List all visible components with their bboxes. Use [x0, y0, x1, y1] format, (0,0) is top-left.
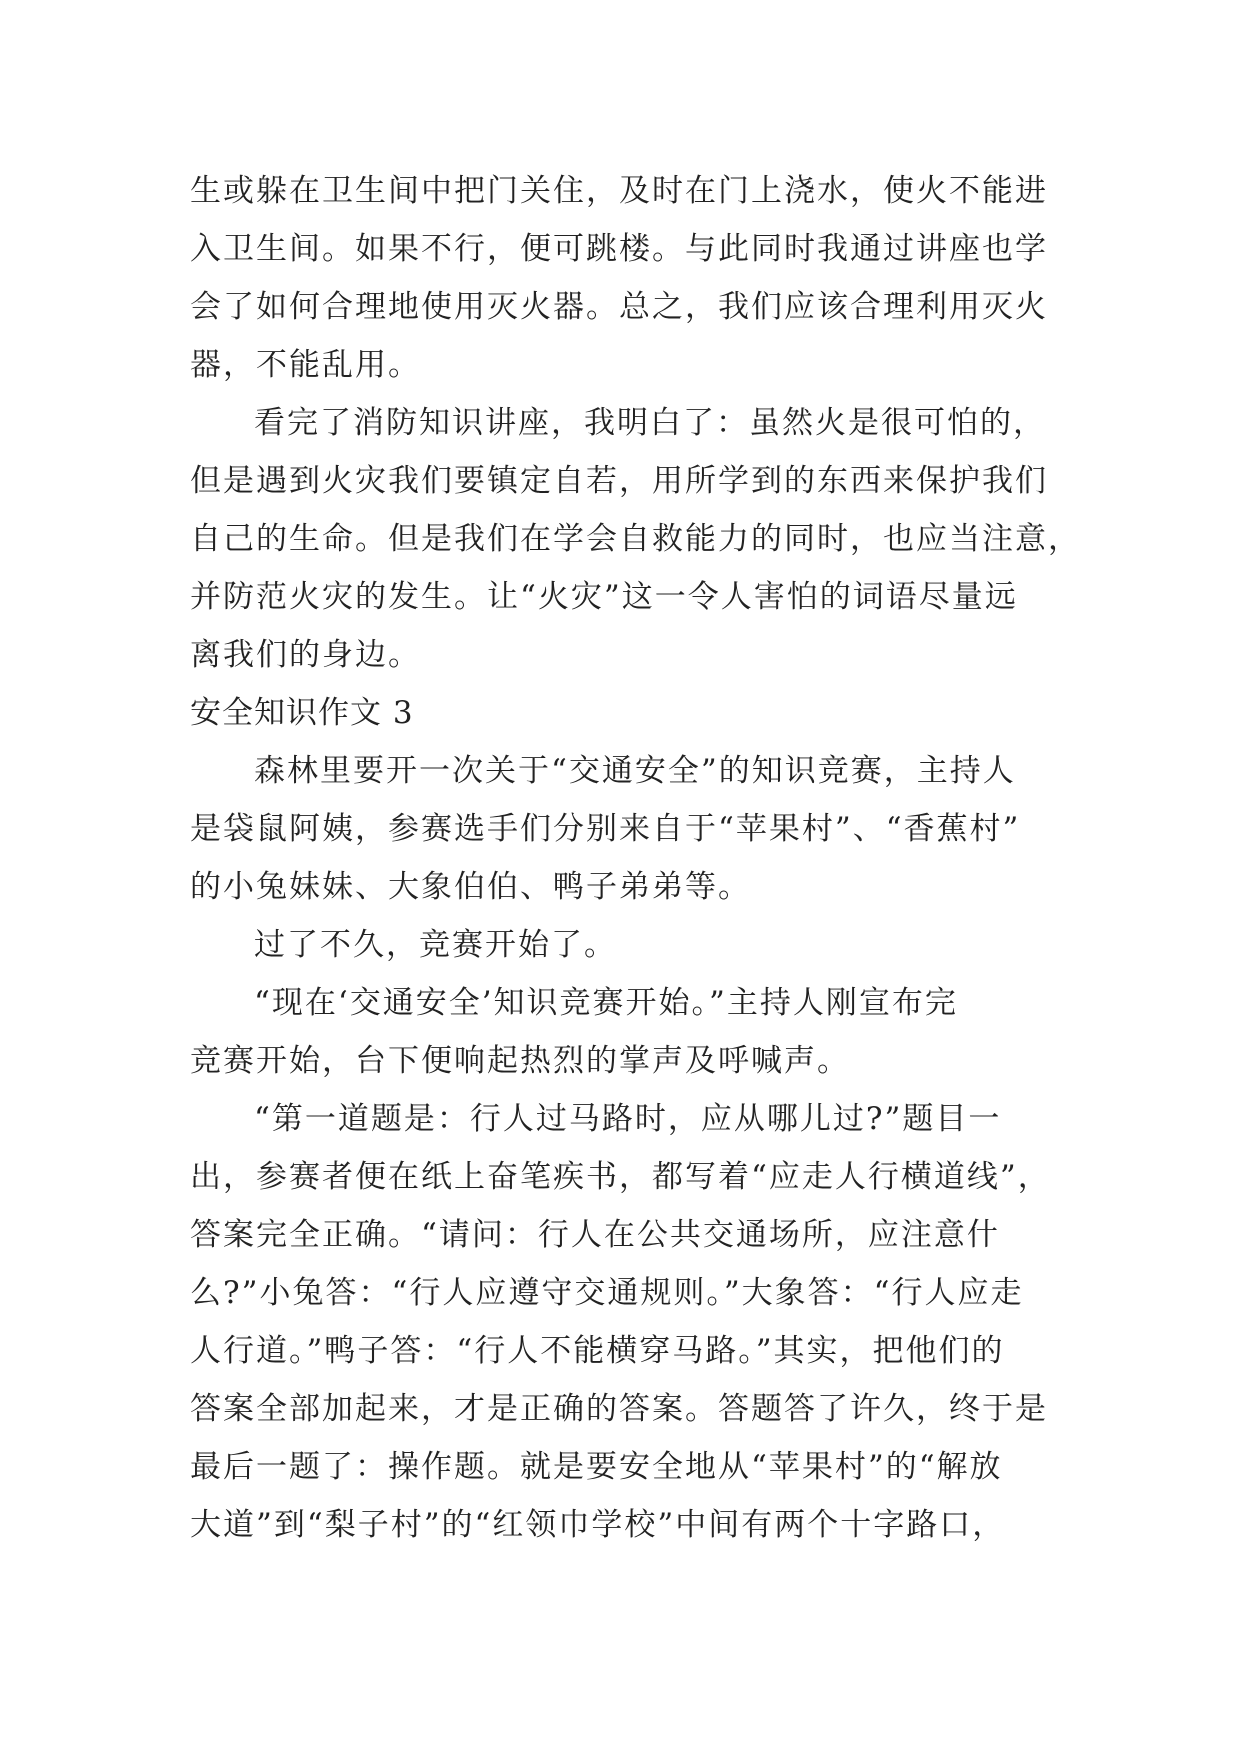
text-line: 入卫生间。如果不行，便可跳楼。与此同时我通过讲座也学: [190, 231, 1048, 267]
text-line: 么?”小兔答：“行人应遵守交通规则。”大象答：“行人应走: [190, 1275, 1024, 1311]
text-line: 森林里要开一次关于“交通安全”的知识竞赛，主持人: [254, 753, 1016, 789]
text-line: 自己的生命。但是我们在学会自救能力的同时，也应当注意，: [190, 521, 1081, 557]
section-heading: 安全知识作文 3: [190, 695, 414, 731]
essay-body: [190, 162, 1081, 1554]
text-line: 是袋鼠阿姨，参赛选手们分别来自于“苹果村”、“香蕉村”: [190, 811, 1021, 847]
text-line: 最后一题了：操作题。就是要安全地从“苹果村”的“解放: [190, 1449, 1003, 1485]
text-line: 的小兔妹妹、大象伯伯、鸭子弟弟等。: [190, 869, 751, 905]
text-line: 人行道。”鸭子答：“行人不能横穿马路。”其实，把他们的: [190, 1333, 1005, 1369]
text-line: 答案完全正确。“请问：行人在公共交通场所，应注意什: [190, 1217, 1000, 1253]
text-line: 离我们的身边。: [190, 637, 421, 673]
text-line: 竞赛开始，台下便响起热烈的掌声及呼喊声。: [190, 1043, 850, 1079]
text-line: 并防范火灾的发生。让“火灾”这一令人害怕的词语尽量远: [190, 579, 1018, 615]
text-line: 出，参赛者便在纸上奋笔疾书，都写着“应走人行横道线”，: [190, 1159, 1051, 1195]
text-line: 会了如何合理地使用灭火器。总之，我们应该合理利用灭火: [190, 289, 1048, 325]
text-line: 看完了消防知识讲座，我明白了：虽然火是很可怕的，: [254, 405, 1046, 441]
text-line: 答案全部加起来，才是正确的答案。答题答了许久，终于是: [190, 1391, 1048, 1427]
text-line: “现在‘交通安全’知识竞赛开始。”主持人刚宣布完: [254, 985, 958, 1021]
text-line: 大道”到“梨子村”的“红领巾学校”中间有两个十字路口，: [190, 1507, 1006, 1543]
text-line: 生或躲在卫生间中把门关住，及时在门上浇水，使火不能进: [190, 173, 1048, 209]
text-line: 过了不久，竞赛开始了。: [254, 927, 617, 963]
text-line: “第一道题是：行人过马路时，应从哪儿过?”题目一: [254, 1101, 1002, 1137]
text-line: 但是遇到火灾我们要镇定自若，用所学到的东西来保护我们: [190, 463, 1048, 499]
text-line: 器，不能乱用。: [190, 347, 421, 383]
